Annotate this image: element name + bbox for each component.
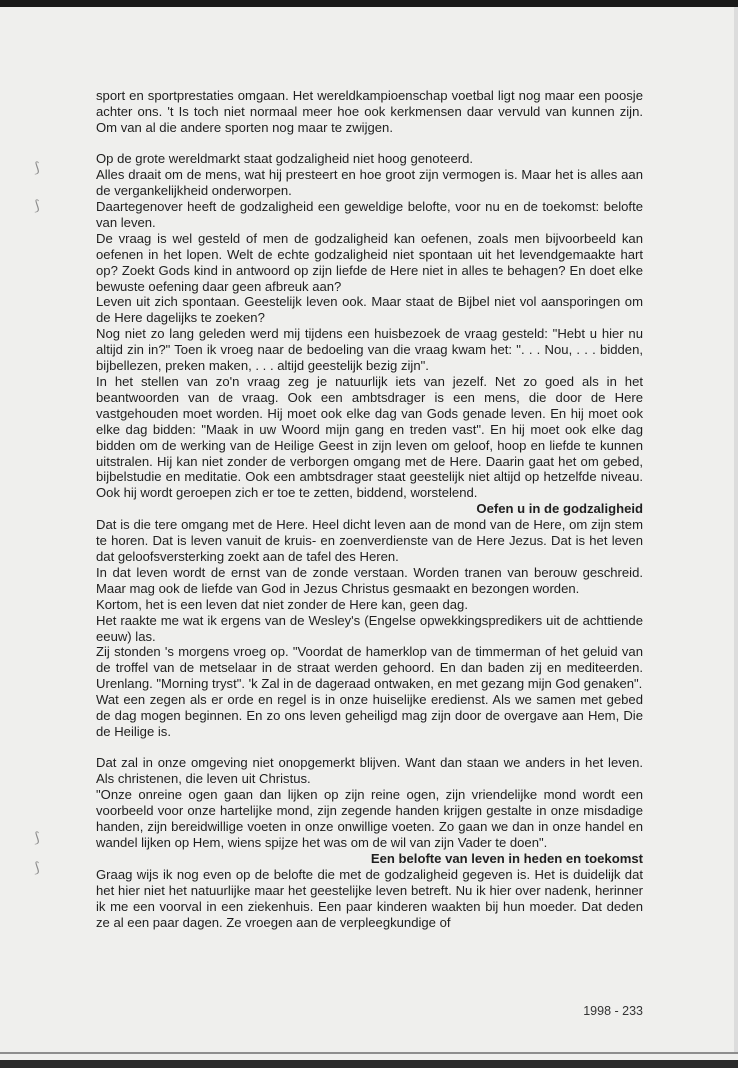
paragraph: Op de grote wereldmarkt staat godzaligheid niet hoog genoteerd.	[96, 151, 474, 167]
page-number: 1998 - 233	[583, 1004, 643, 1018]
paragraph: Zij stonden 's morgens vroeg op. "Voordat de hamerklop van de timmerman of het geluid van de troffel van de metselaar in de straat werden gehoord. En dan baden zij en mediteerden. Urenlang. "Morning tryst". 'k Zal in de dageraad ontwaken, en met gezang mijn God genaken".	[96, 644, 643, 692]
binding-hole-mark-lower: ⟆	[34, 830, 40, 846]
section-heading: Een belofte van leven in heden en toekomst	[370, 850, 643, 866]
scan-bottom-edge	[0, 1060, 738, 1068]
paragraph: Kortom, het is een leven dat niet zonder de Here kan, geen dag.	[96, 596, 468, 612]
paragraph: Het raakte me wat ik ergens van de Wesley's (Engelse opwekkingspredikers uit de achttiende eeuw) las.	[96, 612, 643, 644]
paragraph: "Onze onreine ogen gaan dan lijken op zijn reine ogen, zijn vriendelijke mond wordt een voorbeeld voor onze hartelijke mond, zijn zegende handen krijgen gestalte in onze misdadige handen, zijn bereidwillige voeten in onze onwillige voeten. Zo gaan we dan in onze handel en wandel lijken op Hem, wiens spijze het was om de wil van zijn Vader te doen".	[96, 787, 643, 850]
paragraph: In dat leven wordt de ernst van de zonde verstaan. Worden tranen van berouw geschreid. Maar mag ook de liefde van God in Jezus Christus gesmaakt en bezongen worden.	[96, 564, 643, 596]
paragraph: Daartegenover heeft de godzaligheid een geweldige belofte, voor nu en de toekomst: belofte van leven.	[96, 199, 643, 230]
scan-bottom-rule	[0, 1052, 738, 1054]
scan-right-edge	[734, 7, 738, 1052]
paragraph: Wat een zegen als er orde en regel is in onze huiselijke eredienst. Als we samen met gebed de dag mogen beginnen. En zo ons leven geheiligd mag zijn door de overgave aan Hem, Die de Heilige is.	[96, 692, 643, 739]
paragraph: In het stellen van zo'n vraag zeg je natuurlijk iets van jezelf. Net zo goed als in het beantwoorden van de vraag. Ook een ambtsdrager is een mens, die door de Here vastgehouden moet worden. Hij moet ook elke dag van Gods genade leven. En hij moet ook elke dag bidden: "Maak in uw Woord mijn gang en treden vast". En hij moet ook elke dag bidden om de werking van de Heilige Geest in zijn leven om geloof, hoop en liefde te kunnen uitstralen. Hij kan niet zonder de verborgen omgang met de Here. Daarin gaat het om gebed, bijbelstudie en meditatie. Ook een ambtsdrager staat geestelijk niet altijd op hetzelfde niveau. Ook hij wordt geroepen zich er toe te zetten, biddend, worstelend.	[96, 374, 643, 501]
binding-hole-mark-upper: ⟆	[34, 160, 40, 176]
binding-hole-mark-lower-2: ⟆	[34, 860, 40, 876]
paragraph: Nog niet zo lang geleden werd mij tijdens een huisbezoek de vraag gesteld: "Hebt u hier nu altijd zin in?" Toen ik vroeg naar de bedoeling van die vraag kwam het: ". . . Nou, . . . bidden, bijbellezen, preken maken, . . . altijd geestelijk bezig zijn".	[96, 326, 643, 374]
paragraph: Alles draait om de mens, wat hij presteert en hoe groot zijn vermogen is. Maar het is alles aan de vergankelijkheid onderworpen.	[96, 167, 643, 199]
paragraph: Dat zal in onze omgeving niet onopgemerkt blijven. Want dan staan we anders in het leven. Als christenen, die leven uit Christus.	[96, 755, 643, 787]
paragraph: De vraag is wel gesteld of men de godzaligheid kan oefenen, zoals men bijvoorbeeld kan oefenen in het lopen. Welt de echte godzaligheid niet spontaan uit het levendgemaakte hart op? Zoekt Gods kind in antwoord op zijn liefde de Here niet in alles te behagen? En doet elke bewuste oefening daar geen afbreuk aan?	[96, 230, 643, 294]
binding-hole-mark-upper-2: ⟆	[34, 198, 40, 214]
article-body	[96, 88, 643, 930]
section-heading: Oefen u in de godzaligheid	[476, 501, 643, 517]
paragraph: sport en sportprestaties omgaan. Het wereldkampioenschap voetbal ligt nog maar een poosje achter ons. 't Is toch niet normaal meer hoe ook kerkmensen daar vervuld van kunnen zijn. Om van al die andere sporten nog maar te zwijgen.	[96, 88, 643, 135]
paragraph: Dat is die tere omgang met de Here. Heel dicht leven aan de mond van de Here, om zijn stem te horen. Dat is leven vanuit de kruis- en zoenverdienste van de Here Jezus. Dat is het leven dat geloofsversterking zoekt aan de tafel des Heren.	[96, 517, 643, 564]
paragraph: Graag wijs ik nog even op de belofte die met de godzaligheid gegeven is. Het is duidelijk dat het hier niet het natuurlijke maar het geestelijke leven betreft. Nu ik hier over nadenk, herinner ik me een voorval in een ziekenhuis. Een paar kinderen waakten bij hun moeder. Dat deden ze al een paar dagen. Ze vroegen aan de verpleegkundige of	[96, 866, 643, 930]
scan-top-edge	[0, 0, 738, 7]
paragraph: Leven uit zich spontaan. Geestelijk leven ook. Maar staat de Bijbel niet vol aansporingen om de Here dagelijks te zoeken?	[96, 294, 643, 326]
